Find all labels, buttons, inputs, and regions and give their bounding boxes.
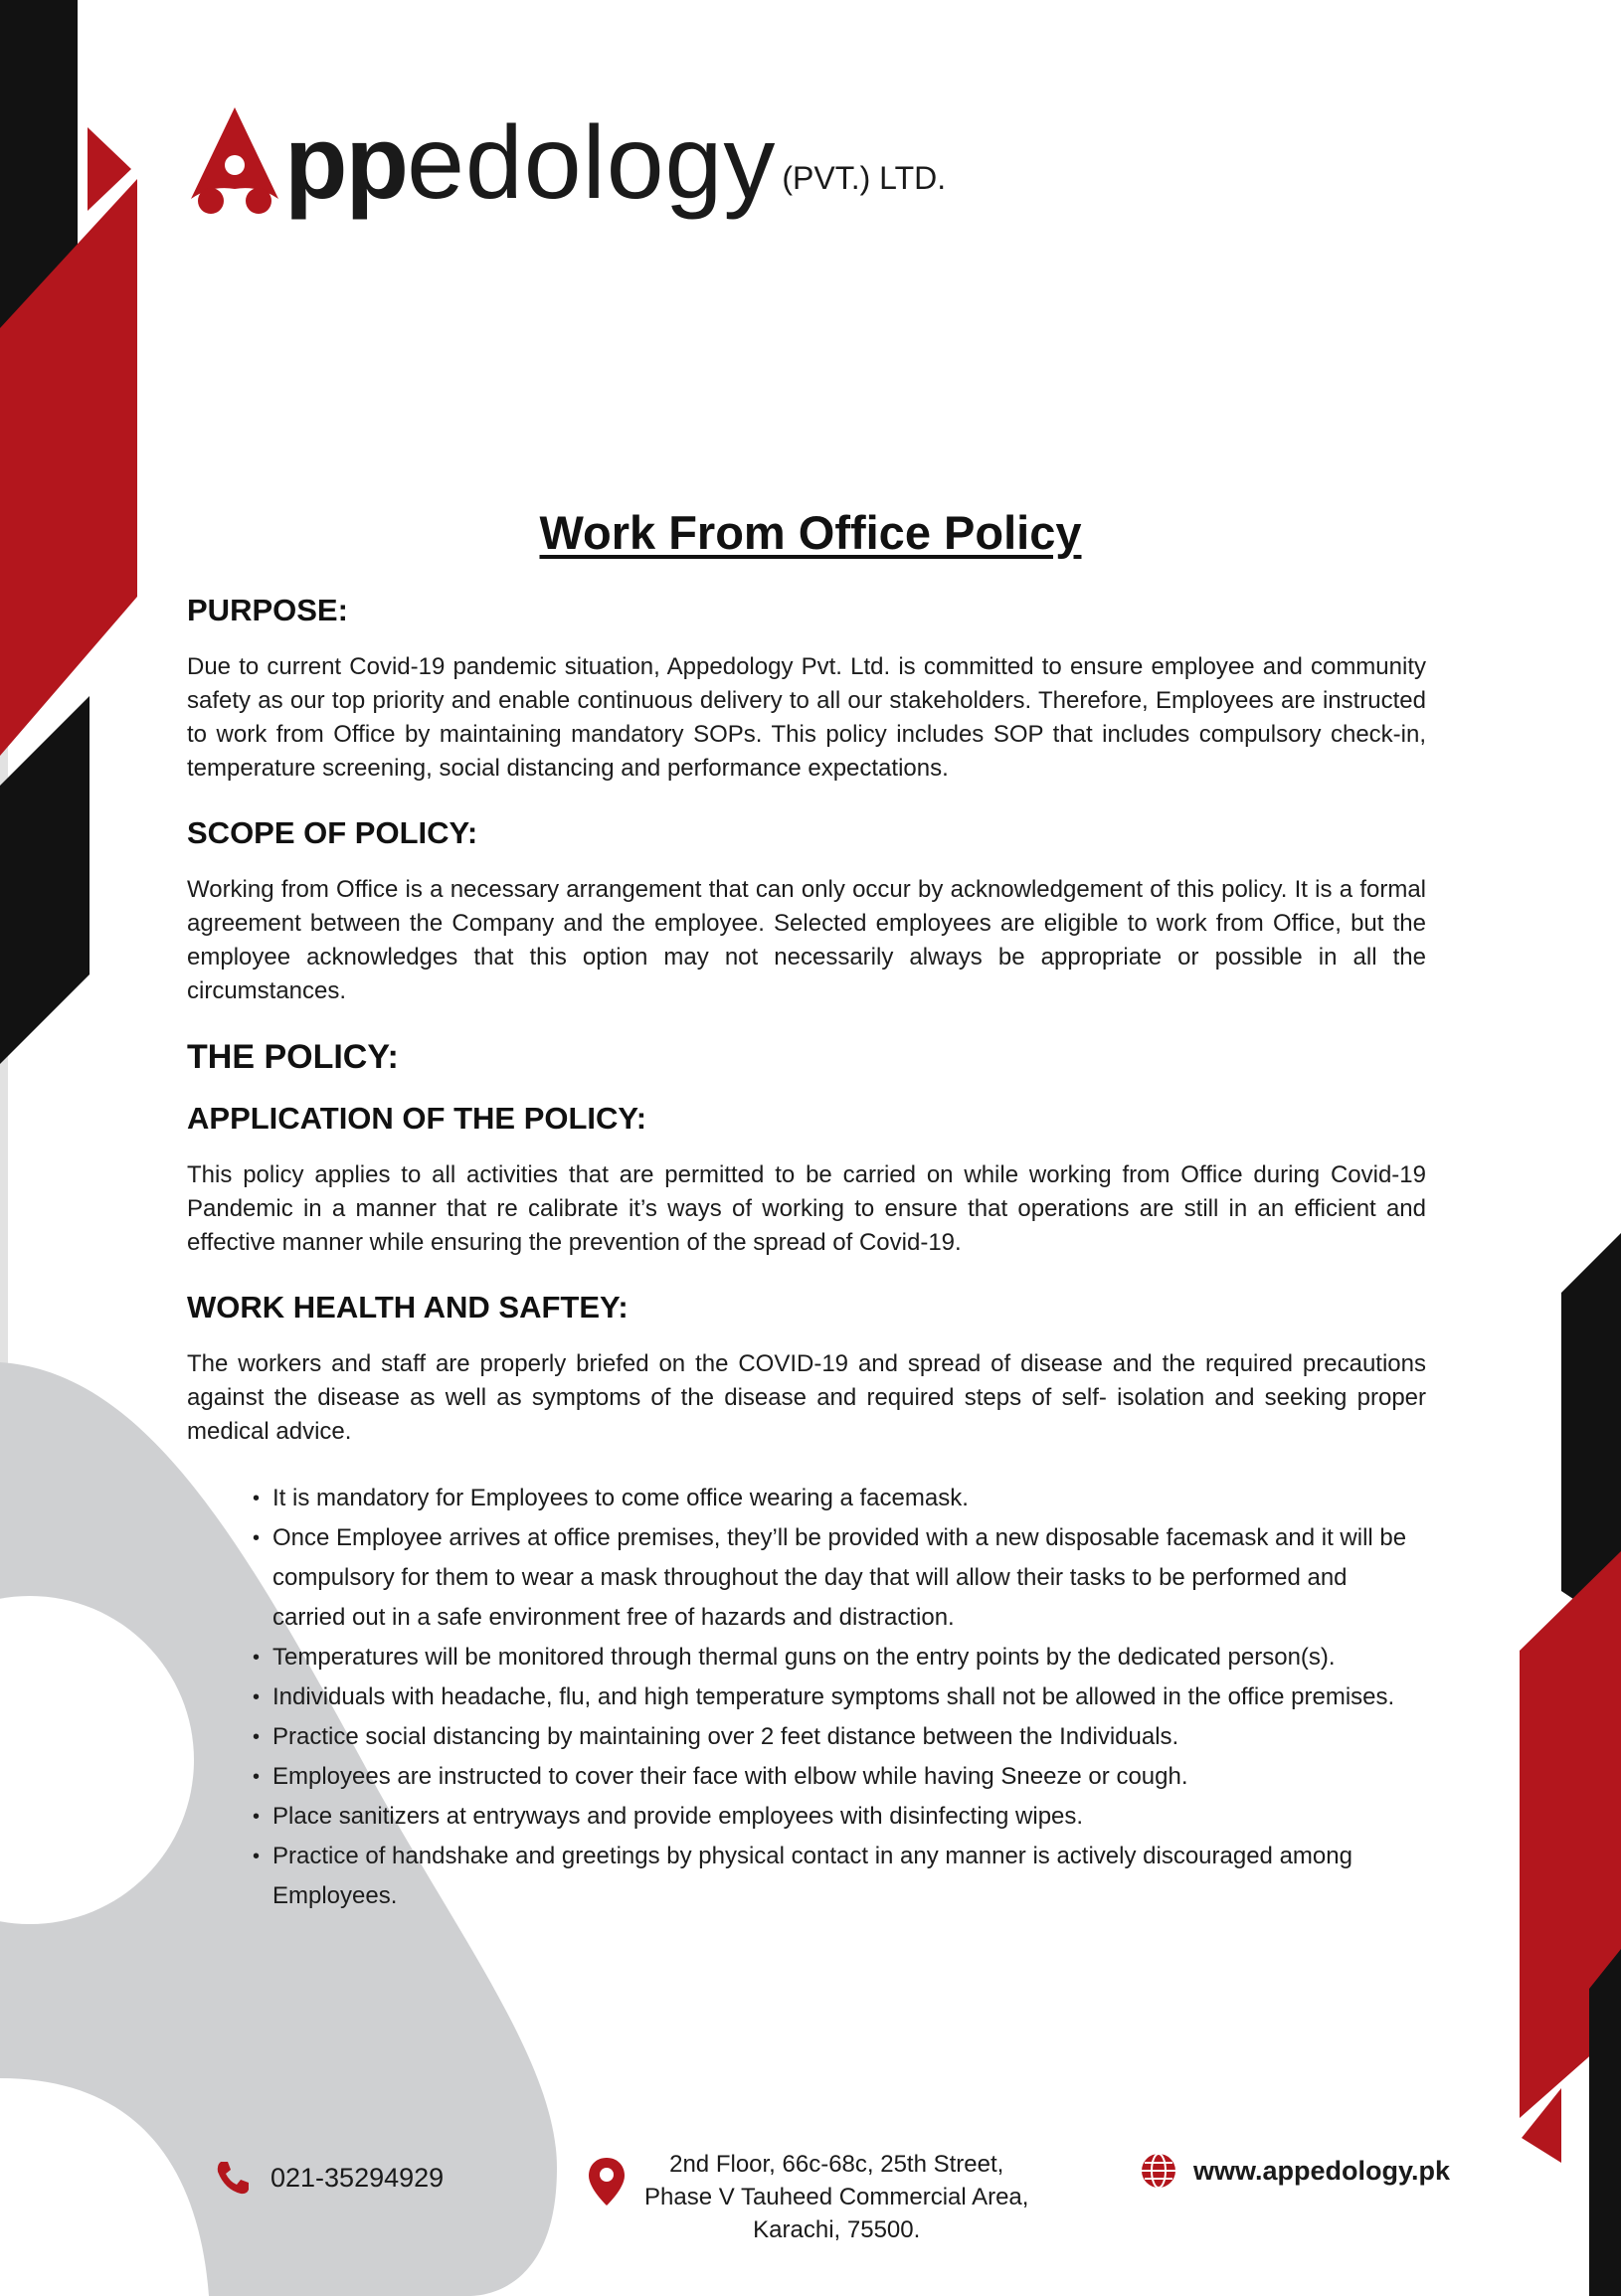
safety-rules-list (187, 1479, 1426, 1916)
health-safety-heading: WORK HEALTH AND SAFTEY: (187, 1290, 629, 1325)
list-item: • Individuals with headache, flu, and high temperature symptoms shall not be allowed in the office premises. (253, 1678, 1426, 1717)
footer-address (587, 2148, 1028, 2246)
scope-heading: SCOPE OF POLICY: (187, 815, 478, 850)
list-item: • Once Employee arrives at office premises, they’ll be provided with a new disposable facemask and it will be compulsory for them to wear a mask throughout the day that will allow their tasks to be performed and carried out in a safe environment free of hazards and distraction. (253, 1518, 1426, 1638)
website-link[interactable]: www.appedology.pk (1193, 2155, 1451, 2186)
address-line: 2nd Floor, 66c-68c, 25th Street, (669, 2151, 1004, 2178)
phone-icon (213, 2158, 253, 2198)
list-item: • Place sanitizers at entryways and provide employees with disinfecting wipes. (253, 1797, 1426, 1837)
list-item: • It is mandatory for Employees to come office wearing a facemask. (253, 1479, 1426, 1518)
application-body: This policy applies to all activities that are permitted to be carried on while working from Office during Covid-19 Pandemic in a manner that re calibrate it’s ways of working to ensure that operations are still in an efficient and effective manner while ensuring the prevention of the spread of Covid-19. (187, 1161, 1426, 1256)
footer (0, 2148, 1621, 2257)
list-item: • Practice social distancing by maintaining over 2 feet distance between the Individuals. (253, 1717, 1426, 1757)
location-pin-icon (587, 2156, 627, 2208)
company-logo (189, 95, 947, 221)
health-safety-body: The workers and staff are properly briefed on the COVID-19 and spread of disease and the required precautions against the disease as well as symptoms of the disease and required steps of self- isolation and seeking proper medical advice. (187, 1350, 1426, 1445)
logo-text-light: edology (407, 105, 777, 221)
address-line: Karachi, 75500. (753, 2216, 921, 2243)
list-item: • Practice of handshake and greetings by physical contact in any manner is actively discouraged among Employees. (253, 1837, 1426, 1916)
list-item: • Temperatures will be monitored through thermal guns on the entry points by the dedicated person(s). (253, 1638, 1426, 1678)
globe-icon (1140, 2152, 1177, 2190)
logo-a-mark-icon (189, 103, 280, 215)
application-heading: APPLICATION OF THE POLICY: (187, 1101, 647, 1136)
purpose-heading: PURPOSE: (187, 593, 348, 627)
scope-body: Working from Office is a necessary arrangement that can only occur by acknowledgement of this policy. It is a formal agreement between the Company and the employee. Selected employees are eligible to work from Office, but the employee acknowledges that this option may not necessarily always be appropriate or possible in all the circumstances. (187, 876, 1426, 1004)
document-body (187, 593, 1426, 1916)
address-line: Phase V Tauheed Commercial Area, (644, 2184, 1029, 2210)
purpose-body: Due to current Covid-19 pandemic situation, Appedology Pvt. Ltd. is committed to ensure employee and community safety as our top priority and enable continuous delivery to all our stakeholders. Therefore, Employees are instructed to work from Office by maintaining mandatory SOPs. This policy includes SOP that includes compulsory check-in, temperature screening, social distancing and performance expectations. (187, 653, 1426, 782)
policy-heading: THE POLICY: (187, 1038, 399, 1076)
footer-website (1140, 2152, 1450, 2190)
footer-phone (213, 2158, 444, 2198)
logo-suffix: (PVT.) LTD. (782, 160, 947, 196)
document-title: Work From Office Policy (539, 506, 1082, 559)
logo-text-bold: pp (284, 105, 408, 221)
phone-number: 021-35294929 (270, 2162, 445, 2193)
list-item: • Employees are instructed to cover their face with elbow while having Sneeze or cough. (253, 1757, 1426, 1797)
